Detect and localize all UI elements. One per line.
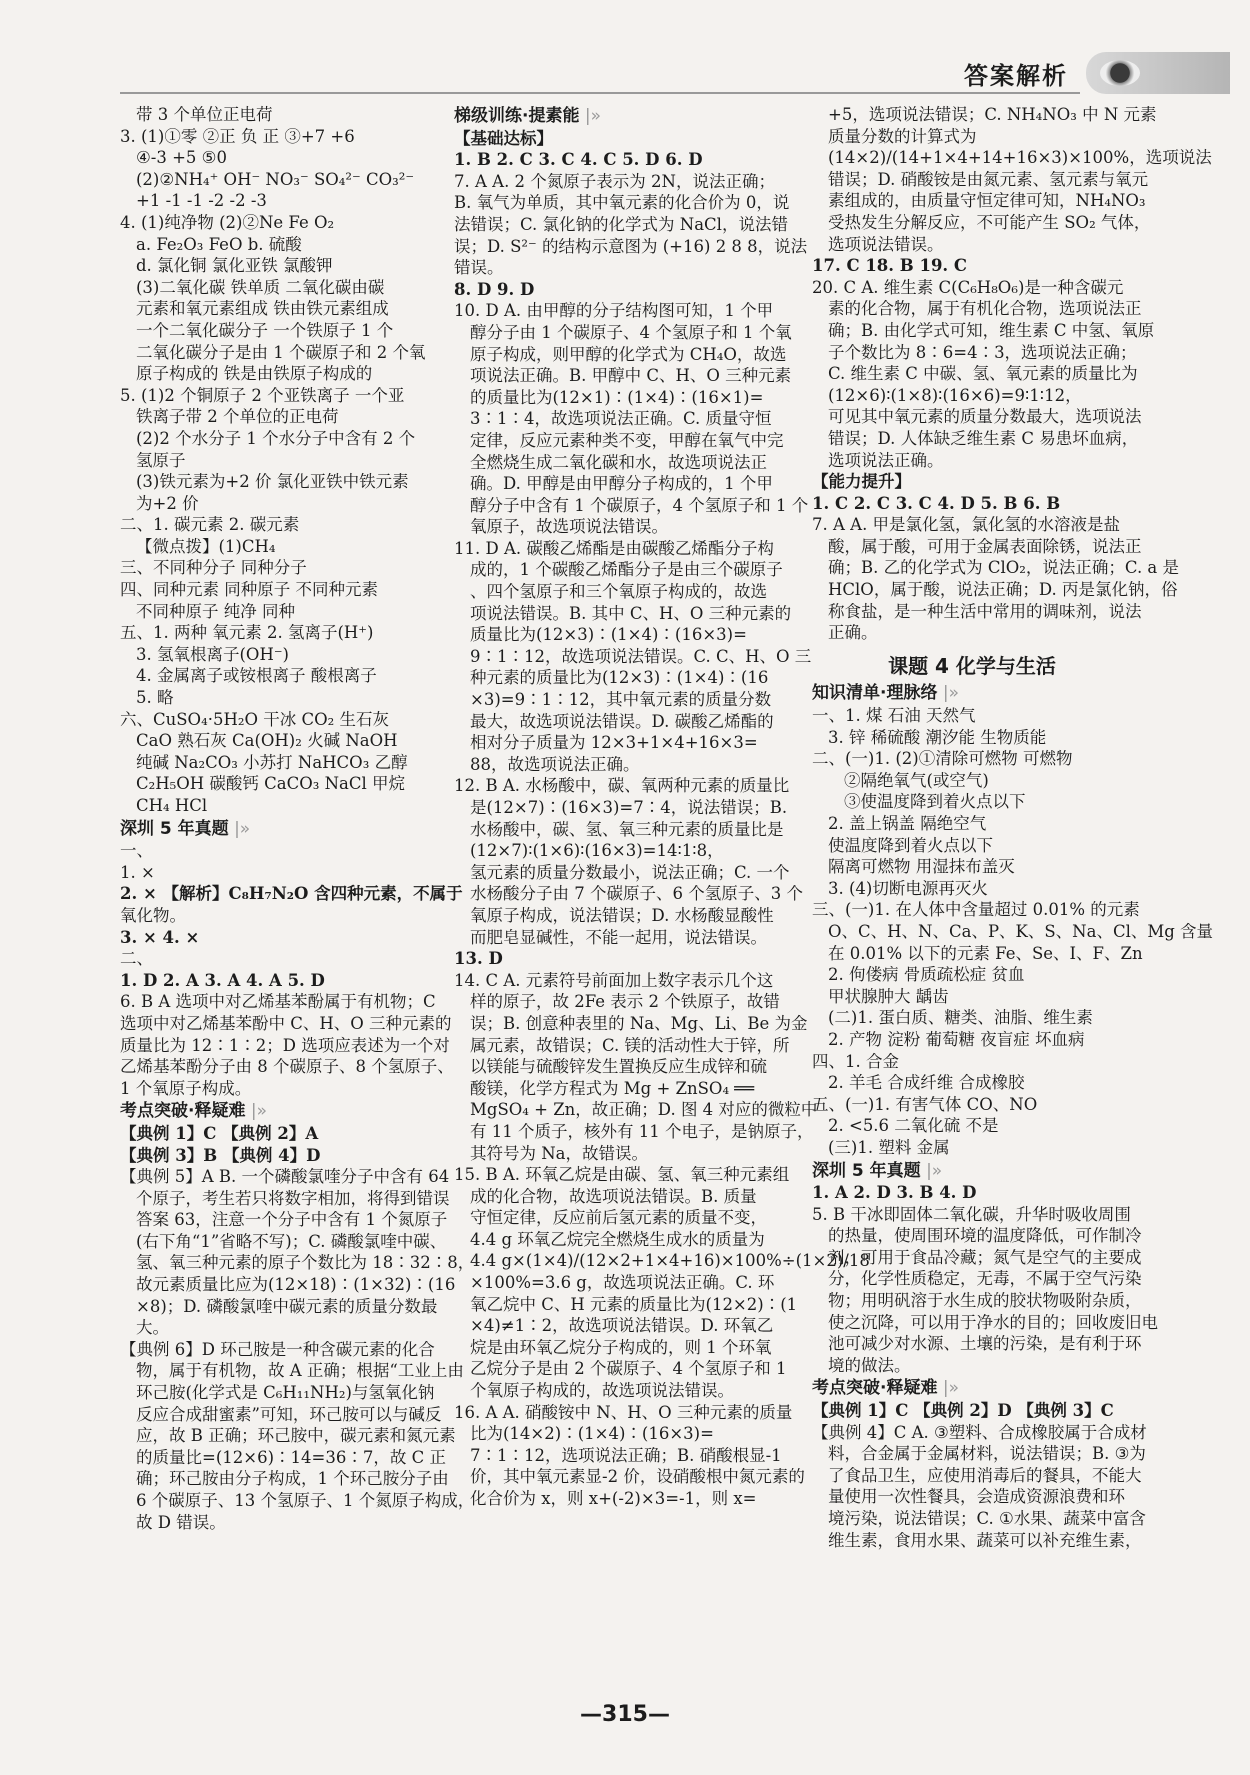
answer-line: ③使温度降到着火点以下	[844, 792, 1026, 812]
answer-line: O、C、H、N、Ca、P、K、S、Na、Cl、Mg 含量	[828, 921, 1214, 941]
answer-line: 【典例 6】D 环己胺是一种含碳元素的化合	[120, 1339, 435, 1359]
answer-line: 甲状腺肿大 龋齿	[828, 986, 949, 1006]
page-number: —315—	[580, 1702, 670, 1727]
answer-line: 、四个氢原子和三个氧原子构成的，故选	[470, 582, 767, 602]
answer-line: 20. C A. 维生素 C(C₆H₈O₆)是一种含碳元	[812, 277, 1124, 297]
answer-line: 【能力提升】	[812, 472, 911, 492]
answer-line: ×4)≠1∶2，故选项说法错误。D. 环氧乙	[470, 1316, 774, 1336]
answer-line: 正确。	[828, 623, 878, 643]
answer-line: 为+2 价	[136, 493, 199, 513]
answer-line: 2. × 【解析】C₈H₇N₂O 含四种元素，不属于	[120, 884, 463, 904]
answer-line: 质量分数的计算式为	[828, 126, 977, 146]
answer-line: 3. × 4. ×	[120, 927, 200, 947]
answer-line: (2)②NH₄⁺ OH⁻ NO₃⁻ SO₄²⁻ CO₃²⁻	[136, 169, 415, 189]
header-divider	[120, 92, 1080, 94]
answer-line: 个氧原子构成的，故选项说法错误。	[470, 1381, 734, 1401]
answer-line: 反应合成甜蜜素”可知，环己胺可以与碱反	[136, 1404, 442, 1424]
answer-line: 是(12×7)∶(16×3)=7∶4，说法错误；B.	[470, 798, 788, 817]
answer-line: 16. A A. 硝酸铵中 N、H、O 三种元素的质量	[454, 1402, 793, 1422]
answer-line: 确。D. 甲醇是由甲醇分子构成的，1 个甲	[470, 474, 773, 494]
answer-line: 四、1. 合金	[812, 1051, 899, 1071]
answer-line: 5. 略	[136, 688, 174, 708]
answer-line: 4. (1)纯净物 (2)②Ne Fe O₂	[120, 212, 335, 232]
answer-line: 一、1. 煤 石油 天然气	[812, 706, 976, 726]
answer-line: ×3)=9∶1∶12，其中氧元素的质量分数	[470, 690, 772, 710]
answer-line: 个原子，考生若只将数字相加，将得到错误	[136, 1188, 450, 1208]
answer-line: 4.4 g 环氧乙烷完全燃烧生成水的质量为	[470, 1229, 765, 1249]
answer-line: 相对分子质量为 12×3+1×4+16×3=	[470, 733, 758, 753]
answer-line: ×8)；D. 磷酸氯喹中碳元素的质量分数最	[136, 1296, 438, 1316]
answer-line: 隔离可燃物 用湿抹布盖灭	[828, 857, 1015, 877]
answer-line: 成的，1 个碳酸乙烯酯分子是由三个碳原子	[470, 560, 783, 580]
answer-line: 1. ×	[120, 862, 155, 882]
answer-line: 比为(14×2)∶(1×4)∶(16×3)=	[470, 1424, 714, 1444]
answer-line: 确；B. 乙的化学式为 ClO₂，说法正确；C. a 是	[828, 558, 1180, 578]
answer-line: MgSO₄ + Zn，故正确；D. 图 4 对应的微粒中	[470, 1100, 818, 1120]
answer-line: 铁离子带 2 个单位的正电荷	[136, 407, 339, 427]
answer-line: 称食盐，是一种生活中常用的调味剂，说法	[828, 601, 1142, 621]
answer-column-left	[120, 104, 475, 1533]
answer-line: 10. D A. 由甲醇的分子结构图可知，1 个甲	[454, 301, 774, 321]
answer-line: 8. D 9. D	[454, 279, 535, 299]
answer-line: 大。	[136, 1318, 169, 1338]
section-heading: 深圳 5 年真题 |»	[120, 819, 442, 841]
answer-line: (右下角“1”省略不写)；C. 磷酸氯喹中碳、	[136, 1231, 447, 1251]
answer-line: 在 0.01% 以下的元素 Fe、Se、I、F、Zn	[828, 943, 1143, 963]
answer-line: 乙烯基苯酚分子由 8 个碳原子、8 个氢原子、	[120, 1057, 454, 1077]
answer-line: 使之沉降，可以用于净水的目的；回收废旧电	[828, 1312, 1158, 1332]
answer-line: 不同种原子 纯净 同种	[136, 601, 295, 621]
answer-line: 2. 产物 淀粉 葡萄糖 夜盲症 坏血病	[828, 1029, 1085, 1049]
answer-line: 项说法错误。B. 其中 C、H、O 三种元素的	[470, 603, 792, 623]
answer-line: 【微点拨】(1)CH₄	[136, 536, 276, 556]
answer-line: 使温度降到着火点以下	[828, 835, 993, 855]
answer-line: 成的化合物，故选项说法错误。B. 质量	[470, 1186, 757, 1206]
answer-line: 种元素的质量比为(12×3)∶(1×4)∶(16	[470, 668, 769, 688]
answer-line: 15. B A. 环氧乙烷是由碳、氢、氧三种元素组	[454, 1165, 790, 1185]
brand-logo-icon	[1086, 52, 1230, 94]
answer-line: 氢元素的质量分数最小，说法正确；C. 一个	[470, 862, 790, 882]
answer-line: 4.4 g×(1×4)/(12×2+1×4+16)×100%÷(1×2)/18	[470, 1251, 870, 1271]
answer-line: 的热量，使周围环境的温度降低，可作制冷	[828, 1226, 1142, 1246]
answer-line: 1. B 2. C 3. C 4. C 5. D 6. D	[454, 150, 703, 170]
answer-line: 二、1. 碳元素 2. 碳元素	[120, 515, 300, 535]
answer-line: 【典例 4】C A. ③塑料、合成橡胶属于合成材	[812, 1422, 1147, 1442]
answer-line: 的质量比为(12×1)∶(1×4)∶(16×1)=	[470, 387, 764, 407]
answer-line: 质量比为 12∶1∶2；D 选项应表述为一个对	[120, 1035, 450, 1055]
answer-line: 三、(一)1. 在人体中含量超过 0.01% 的元素	[812, 900, 1140, 920]
answer-line: 氧化物。	[120, 905, 186, 925]
answer-line: 料，合金属于金属材料，说法错误；B. ③为	[828, 1444, 1146, 1464]
answer-line: 5. B 干冰即固体二氧化碳，升华时吸收周围	[812, 1204, 1131, 1224]
answer-line: 属元素，故错误；C. 镁的活动性大于锌，所	[470, 1035, 790, 1055]
section-heading: 考点突破·释疑难 |»	[120, 1101, 442, 1123]
answer-line: 原子构成的 铁是由铁原子构成的	[136, 364, 373, 384]
answer-line: 氢、氧三种元素的原子个数比为 18∶32∶8，	[136, 1253, 475, 1273]
answer-line: 氧原子，故选项说法错误。	[470, 517, 668, 537]
answer-line: 素的化合物，属于有机化合物，选项说法正	[828, 299, 1142, 319]
answer-line: 化合价为 x，则 x+(-2)×3=-1，则 x=	[470, 1489, 757, 1508]
answer-line: 物，属于有机物，故 A 正确；根据“工业上由	[136, 1361, 464, 1381]
answer-line: 选项说法错误。	[828, 234, 944, 254]
answer-line: 确；B. 由化学式可知，维生素 C 中氢、氧原	[828, 320, 1155, 340]
answer-line: 原子构成，则甲醇的化学式为 CH₄O，故选	[470, 344, 787, 364]
answer-line: 量使用一次性餐具，会造成资源浪费和环	[828, 1487, 1125, 1507]
answer-line: 五、1. 两种 氧元素 2. 氢离子(H⁺)	[120, 623, 374, 643]
answer-line: (3)二氧化碳 铁单质 二氧化碳由碳	[136, 277, 385, 297]
answer-line: 7. A A. 甲是氯化氢，氯化氢的水溶液是盐	[812, 515, 1121, 535]
answer-line: d. 氯化铜 氯化亚铁 氯酸钾	[136, 256, 333, 276]
answer-line: 素组成的，由质量守恒定律可知，NH₄NO₃	[828, 191, 1146, 211]
answer-line: (3)铁元素为+2 价 氯化亚铁中铁元素	[136, 472, 409, 492]
answer-line: 3. (1)①零 ②正 负 正 ③+7 +6	[120, 126, 355, 146]
answer-line: 了食品卫生，应使用消毒后的餐具，不能大	[828, 1465, 1142, 1485]
answer-line: 故元素质量比应为(12×18)∶(1×32)∶(16	[136, 1275, 456, 1295]
answer-line: 酸镁，化学方程式为 Mg + ZnSO₄ ══	[470, 1078, 755, 1098]
answer-line: HClO，属于酸，说法正确；D. 丙是氯化钠，俗	[828, 580, 1178, 600]
answer-line: 纯碱 Na₂CO₃ 小苏打 NaHCO₃ 乙醇	[136, 752, 408, 772]
section-heading: 梯级训练·提素能 |»	[454, 106, 799, 128]
answer-line: 【典例 1】C 【典例 2】D 【典例 3】C	[812, 1401, 1114, 1421]
answer-line: 选项说法正确。	[828, 450, 944, 470]
answer-line: 的质量比=(12×6)∶14=36∶7，故 C 正	[136, 1447, 446, 1467]
answer-line: (三)1. 塑料 金属	[828, 1137, 950, 1157]
section-heading: 深圳 5 年真题 |»	[812, 1161, 1132, 1183]
answer-line: 环己胺(化学式是 C₆H₁₁NH₂)与氢氧化钠	[136, 1383, 435, 1403]
answer-line: 错误。	[454, 258, 504, 278]
answer-line: 定律，反应元素种类不变，甲醇在氧气中完	[470, 430, 784, 450]
answer-line: C₂H₅OH 碳酸钙 CaCO₃ NaCl 甲烷	[136, 774, 406, 794]
answer-line: 分，化学性质稳定，无毒，不属于空气污染	[828, 1269, 1142, 1289]
answer-line: 境污染，说法错误；C. ①水果、蔬菜中富含	[828, 1509, 1146, 1528]
answer-line: (12×7)∶(1×6)∶(16×3)=14∶1∶8，	[470, 841, 724, 861]
answer-line: 确；环己胺由分子构成，1 个环己胺分子由	[136, 1469, 449, 1489]
answer-line: 误；B. 创意种表里的 Na、Mg、Li、Be 为金	[470, 1013, 808, 1033]
answer-line: 11. D A. 碳酸乙烯酯是由碳酸乙烯酯分子构	[454, 538, 774, 558]
answer-line: 2. 羊毛 合成纤维 合成橡胶	[828, 1073, 1025, 1093]
answer-line: +5，选项说法错误；C. NH₄NO₃ 中 N 元素	[828, 105, 1157, 124]
answer-line: 1. A 2. D 3. B 4. D	[812, 1183, 977, 1203]
answer-line: 守恒定律，反应前后氢元素的质量不变，	[470, 1208, 767, 1228]
answer-line: 5. (1)2 个铜原子 2 个亚铁离子 一个亚	[120, 385, 405, 405]
answer-column-right	[812, 104, 1214, 1551]
answer-line: 氢原子	[136, 450, 186, 470]
answer-line: 质量比为(12×3)∶(1×4)∶(16×3)=	[470, 625, 747, 645]
answer-line: 3. 氢氧根离子(OH⁻)	[136, 644, 289, 664]
answer-line: 三、不同种分子 同种分子	[120, 558, 307, 578]
answer-line: ④-3 +5 ⑤0	[136, 148, 227, 168]
answer-line: 错误；D. 硝酸铵是由氮元素、氢元素与氧元	[828, 169, 1149, 189]
answer-line: 1. D 2. A 3. A 4. A 5. D	[120, 970, 325, 990]
answer-line: 而肥皂显碱性，不能一起用，说法错误。	[470, 927, 767, 947]
answer-line: 酸，属于酸，可用于金属表面除锈，说法正	[828, 536, 1142, 556]
answer-line: 13. D	[454, 949, 503, 969]
answer-line: 池可减少对水源、土壤的污染，是有利于环	[828, 1334, 1142, 1354]
answer-line: 6. B A 选项中对乙烯基苯酚属于有机物；C	[120, 992, 436, 1012]
answer-line: 剂，可用于食品冷藏；氮气是空气的主要成	[828, 1247, 1142, 1267]
answer-line: 样的原子，故 2Fe 表示 2 个铁原子，故错	[470, 992, 780, 1012]
answer-line: (二)1. 蛋白质、糖类、油脂、维生素	[828, 1008, 1093, 1028]
answer-line: 1. C 2. C 3. C 4. D 5. B 6. B	[812, 493, 1061, 513]
answer-line: 乙烷分子是由 2 个碳原子、4 个氢原子和 1	[470, 1359, 787, 1379]
answer-line: 法错误；C. 氯化钠的化学式为 NaCl，说法错	[454, 214, 788, 234]
answer-line: 3. (4)切断电源再灭火	[828, 878, 988, 898]
answer-line: a. Fe₂O₃ FeO b. 硫酸	[136, 234, 302, 254]
answer-line: 选项中对乙烯基苯酚中 C、H、O 三种元素的	[120, 1013, 452, 1033]
answer-line: 2. 佝偻病 骨质疏松症 贫血	[828, 965, 1025, 985]
answer-line: 子个数比为 8∶6=4∶3，选项说法正确；	[828, 342, 1137, 362]
answer-line: 二、(一)1. (2)①清除可燃物 可燃物	[812, 749, 1073, 769]
answer-line: 有 11 个质子，核外有 11 个电子，是钠原子，	[470, 1121, 814, 1141]
answer-line: 12. B A. 水杨酸中，碳、氧两种元素的质量比	[454, 776, 790, 796]
answer-line: 14. C A. 元素符号前面加上数字表示几个这	[454, 970, 774, 990]
answer-line: (14×2)/(14+1×4+14+16×3)×100%，选项说法	[828, 148, 1212, 168]
answer-line: 全燃烧生成二氧化碳和水，故选项说法正	[470, 452, 767, 472]
answer-line: +1 -1 -1 -2 -2 -3	[136, 191, 267, 211]
answer-line: 一个二氧化碳分子 一个铁原子 1 个	[136, 320, 394, 340]
answer-line: 1 个氧原子构成。	[120, 1078, 252, 1098]
answer-line: B. 氧气为单质，其中氧元素的化合价为 0，说	[454, 193, 790, 213]
page-header	[964, 52, 1230, 94]
answer-line: 二、	[120, 949, 153, 969]
answer-line: 物；用明矾溶于水生成的胶状物吸附杂质，	[828, 1291, 1142, 1311]
answer-line: 受热发生分解反应，不可能产生 SO₂ 气体，	[828, 212, 1151, 232]
answer-line: 6 个碳原子、13 个氢原子、1 个氮原子构成，	[136, 1491, 475, 1510]
answer-line: C. 维生素 C 中碳、氢、氧元素的质量比为	[828, 364, 1138, 384]
answer-line: CH₄ HCl	[136, 796, 208, 815]
answer-line: 3. 锌 稀硫酸 潮汐能 生物质能	[828, 727, 1047, 747]
answer-line: 【典例 5】A B. 一个磷酸氯喹分子中含有 64	[120, 1167, 450, 1187]
answer-line: 二氧化碳分子是由 1 个碳原子和 2 个氧	[136, 342, 426, 362]
answer-line: 维生素，食用水果、蔬菜可以补充维生素，	[828, 1530, 1142, 1550]
answer-line: 【基础达标】	[454, 128, 553, 148]
answer-line: 17. C 18. B 19. C	[812, 256, 968, 276]
answer-line: 水杨酸分子由 7 个碳原子、6 个氢原子、3 个	[470, 884, 803, 904]
answer-line: 六、CuSO₄·5H₂O 干冰 CO₂ 生石灰	[120, 709, 389, 729]
answer-line: 2. <5.6 二氧化硫 不是	[828, 1116, 999, 1136]
answer-line: 其符号为 Na，故错误。	[470, 1143, 649, 1163]
answer-line: 【典例 1】C 【典例 2】A	[120, 1123, 319, 1143]
answer-line: 最大，故选项说法错误。D. 碳酸乙烯酯的	[470, 711, 774, 731]
answer-line: 误；D. S²⁻ 的结构示意图为 (+16) 2 8 8，说法	[454, 236, 808, 256]
answer-line: 烷是由环氧乙烷分子构成的，则 1 个环氧	[470, 1337, 772, 1357]
answer-line: 醇分子由 1 个碳原子、4 个氢原子和 1 个氧	[470, 322, 792, 342]
answer-line: 【典例 3】B 【典例 4】D	[120, 1145, 321, 1165]
answer-line: 答案 63，注意一个分子中含有 1 个氮原子	[136, 1210, 448, 1230]
answer-line: CaO 熟石灰 Ca(OH)₂ 火碱 NaOH	[136, 731, 398, 751]
answer-line: 价，其中氧元素显-2 价，设硝酸根中氮元素的	[470, 1467, 805, 1487]
answer-line: 7. A A. 2 个氮原子表示为 2N，说法正确；	[454, 171, 775, 191]
answer-line: 五、(一)1. 有害气体 CO、NO	[812, 1094, 1038, 1114]
header-title: 答案解析	[964, 61, 1068, 90]
answer-line: 以镁能与硫酸锌发生置换反应生成锌和硫	[470, 1057, 767, 1077]
answer-line: (12×6)∶(1×8)∶(16×6)=9∶1∶12，	[828, 385, 1082, 405]
answer-line: 9∶1∶12，故选项说法错误。C. C、H、O 三	[470, 646, 812, 666]
answer-line: (2)2 个水分子 1 个水分子中含有 2 个	[136, 428, 416, 448]
answer-line: 故 D 错误。	[136, 1512, 226, 1532]
answer-line: 错误；D. 人体缺乏维生素 C 易患坏血病，	[828, 428, 1139, 448]
answer-line: 氧原子构成，说法错误；D. 水杨酸显酸性	[470, 905, 774, 925]
answer-line: 88，故选项说法正确。	[470, 754, 640, 774]
answer-line: 一、	[120, 841, 153, 861]
answer-line: 水杨酸中，碳、氢、氧三种元素的质量比是	[470, 819, 784, 839]
answer-line: 2. 盖上锅盖 隔绝空气	[828, 814, 987, 833]
answer-line: 4. 金属离子或铵根离子 酸根离子	[136, 666, 377, 686]
answer-line: 可见其中氧元素的质量分数最大，选项说法	[828, 407, 1142, 427]
answer-line: 境的做法。	[828, 1355, 911, 1375]
answer-line: 7∶1∶12，选项说法正确；B. 硝酸根显-1	[470, 1445, 782, 1465]
answer-line: 元素和氧元素组成 铁由铁元素组成	[136, 299, 389, 319]
answer-line: ②隔绝氧气(或空气)	[844, 770, 989, 790]
section-heading: 知识清单·理脉络 |»	[812, 683, 1132, 705]
answer-line: 醇分子中含有 1 个碳原子，4 个氢原子和 1 个	[470, 495, 809, 515]
answer-line: 氧乙烷中 C、H 元素的质量比为(12×2)∶(1	[470, 1294, 798, 1314]
answer-line: 项说法正确。B. 甲醇中 C、H、O 三种元素	[470, 366, 792, 386]
answer-line: 带 3 个单位正电荷	[136, 105, 273, 124]
chapter-title: 课题 4 化学与生活	[888, 653, 1056, 678]
answer-line: 3∶1∶4，故选项说法正确。C. 质量守恒	[470, 409, 772, 429]
answer-line: 四、同种元素 同种原子 不同种元素	[120, 580, 378, 600]
answer-line: ×100%=3.6 g，故选项说法正确。C. 环	[470, 1273, 775, 1293]
section-heading: 考点突破·释疑难 |»	[812, 1378, 1132, 1400]
answer-line: 应，故 B 正确；环己胺中，碳元素和氮元素	[136, 1426, 456, 1446]
